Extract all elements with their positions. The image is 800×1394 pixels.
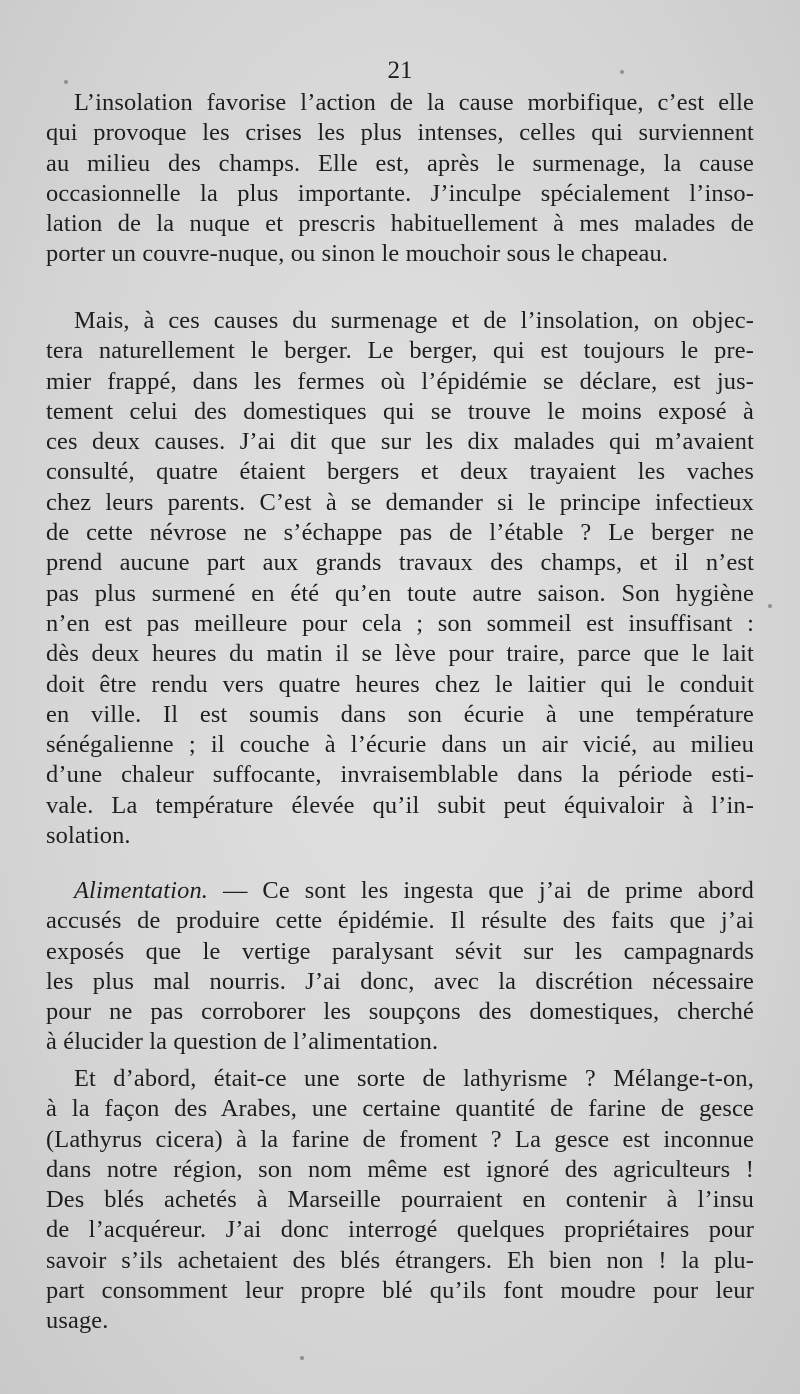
text-line: vale. La température élevée qu’il subit peut équivaloir à l’in-: [46, 791, 754, 819]
text-line: consulté, quatre étaient bergers et deux trayaient les vaches: [46, 458, 754, 486]
text-line: Et d’abord, était-ce une sorte de lathyrisme ? Mélange-t-on,: [74, 1065, 754, 1092]
text-line: lation de la nuque et prescris habituellement à mes malades de: [46, 210, 754, 238]
text-line: savoir s’ils achetaient des blés étrangers. Eh bien non ! la plu-: [46, 1246, 754, 1274]
text-line: au milieu des champs. Elle est, après le surmenage, la cause: [46, 149, 754, 177]
section-heading-alimentation: Alimentation.: [74, 877, 209, 904]
paper-speck: [620, 70, 624, 74]
text-line: Mais, à ces causes du surmenage et de l’insolation, on objec-: [74, 307, 754, 334]
text-line: L’insolation favorise l’action de la cause morbifique, c’est elle: [74, 89, 754, 116]
text-line: usage.: [46, 1307, 109, 1335]
text-fragment: — Ce sont les ingesta que j’ai de prime abord: [208, 877, 754, 904]
text-line: occasionnelle la plus importante. J’inculpe spécialement l’inso-: [46, 179, 754, 207]
text-line: sénégalienne ; il couche à l’écurie dans un air vicié, au milieu: [46, 731, 754, 759]
paragraph-insolation: [46, 88, 754, 270]
paragraph-lathyrisme: [46, 1064, 754, 1337]
text-line: n’en est pas meilleure pour cela ; son sommeil est insuffisant :: [46, 609, 754, 637]
text-line: à la façon des Arabes, une certaine quantité de farine de gesce: [46, 1095, 754, 1123]
text-line: Des blés achetés à Marseille pourraient en contenir à l’insu: [46, 1186, 754, 1214]
text-line: chez leurs parents. C’est à se demander si le principe infectieux: [46, 488, 754, 516]
text-line: à élucider la question de l’alimentation.: [46, 1028, 439, 1056]
page-number: 21: [387, 57, 413, 84]
text-line: mier frappé, dans les fermes où l’épidémie se déclare, est jus-: [46, 367, 754, 395]
text-line: qui provoque les crises les plus intenses, celles qui surviennent: [46, 119, 754, 147]
text-line: [46, 876, 754, 906]
text-line: dès deux heures du matin il se lève pour traire, parce que le lait: [46, 640, 754, 668]
text-line: de l’acquéreur. J’ai donc interrogé quelques propriétaires pour: [46, 1216, 754, 1244]
text-line: d’une chaleur suffocante, invraisemblable dans la période esti-: [46, 761, 754, 789]
text-line: de cette névrose ne s’échappe pas de l’étable ? Le berger ne: [46, 519, 754, 547]
text-line: accusés de produire cette épidémie. Il résulte des faits que j’ai: [46, 907, 754, 935]
text-line: en ville. Il est soumis dans son écurie à une température: [46, 700, 754, 728]
text-line: exposés que le vertige paralysant sévit sur les campagnards: [46, 937, 754, 965]
text-line: tera naturellement le berger. Le berger, qui est toujours le pre-: [46, 337, 754, 365]
paragraph-alimentation: [46, 876, 754, 1058]
text-line: pas plus surmené en été qu’en toute autre saison. Son hygiène: [46, 579, 754, 607]
paper-speck: [768, 604, 772, 608]
text-line: (Lathyrus cicera) à la farine de froment ? La gesce est inconnue: [46, 1125, 754, 1153]
text-line: prend aucune part aux grands travaux des champs, et il n’est: [46, 549, 754, 577]
paper-speck: [300, 1356, 304, 1360]
text-line: part consomment leur propre blé qu’ils font moudre pour leur: [46, 1277, 754, 1305]
text-line: tement celui des domestiques qui se trouve le moins exposé à: [46, 397, 754, 425]
text-line: les plus mal nourris. J’ai donc, avec la discrétion nécessaire: [46, 967, 754, 995]
text-line: solation.: [46, 822, 131, 850]
text-line: pour ne pas corroborer les soupçons des domestiques, cherché: [46, 998, 754, 1026]
text-line: ces deux causes. J’ai dit que sur les dix malades qui m’avaient: [46, 428, 754, 456]
text-line: porter un couvre-nuque, ou sinon le mouchoir sous le chapeau.: [46, 240, 669, 268]
paper-speck: [64, 80, 68, 84]
text-line: dans notre région, son nom même est ignoré des agriculteurs !: [46, 1155, 754, 1183]
text-line: doit être rendu vers quatre heures chez le laitier qui le conduit: [46, 670, 754, 698]
paragraph-berger: [46, 306, 754, 851]
